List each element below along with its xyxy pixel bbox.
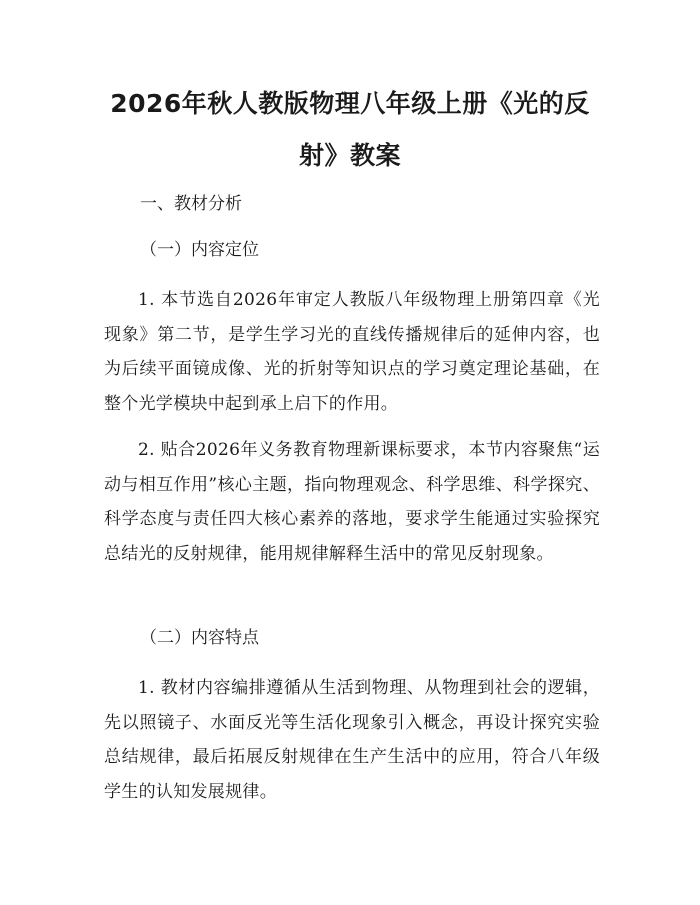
document-title: 2026年秋人教版物理八年级上册《光的反射》教案: [110, 89, 590, 170]
paragraph-content-positioning-1: 1. 本节选自2026年审定人教版八年级物理上册第四章《光现象》第二节，是学生学习光的直线传播规律后的延伸内容，也为后续平面镜成像、光的折射等知识点的学习奠定理论基础，在整个光学模块中起到承上启下的作用。: [104, 290, 600, 414]
paragraph-content-positioning-2: 2. 贴合2026年义务教育物理新课标要求，本节内容聚焦“运动与相互作用”核心主题，指向物理观念、科学思维、科学探究、科学态度与责任四大核心素养的落地，要求学生能通过实验探究总结光的反射规律，能用规律解释生活中的常见反射现象。: [104, 440, 600, 564]
paragraph-content-features-1: 1. 教材内容编排遵循从生活到物理、从物理到社会的逻辑，先以照镜子、水面反光等生活化现象引入概念，再设计探究实验总结规律，最后拓展反射规律在生产生活中的应用，符合八年级学生的认知发展规律。: [104, 678, 600, 802]
subsection-heading-content-positioning: （一）内容定位: [140, 240, 259, 260]
subsection-heading-content-features: （二）内容特点: [140, 628, 259, 648]
section-heading-teaching-material-analysis: 一、教材分析: [140, 194, 242, 214]
